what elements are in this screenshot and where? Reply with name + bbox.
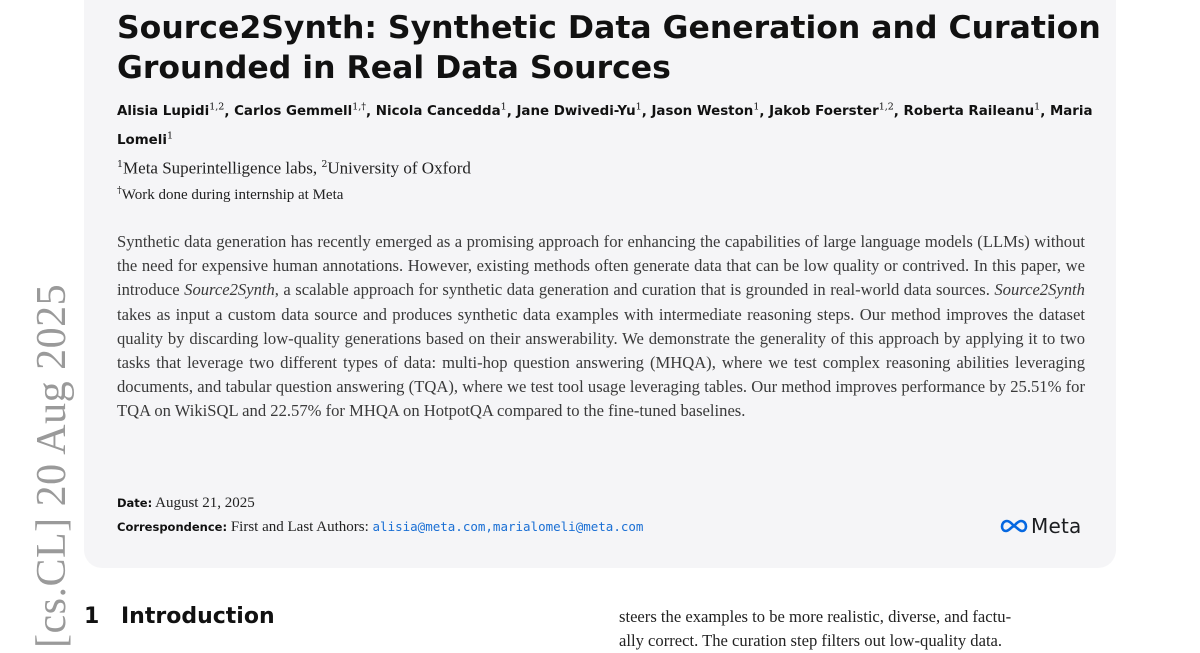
- date-row: [117, 492, 1017, 515]
- author: Maria Lomeli$^1$: [117, 104, 1093, 148]
- author: Jason Weston$^1$: [651, 102, 760, 120]
- author: Jakob Foerster$^{1,2}$: [769, 102, 894, 120]
- method-name: Source2Synth: [994, 280, 1085, 300]
- author: Roberta Raileanu$^1$: [903, 102, 1041, 120]
- correspondence-label: Correspondence:: [117, 520, 228, 534]
- method-name: Source2Synth: [184, 280, 275, 300]
- correspondence-email-link[interactable]: alisia@meta.com,marialomeli@meta.com: [372, 519, 644, 534]
- abstract: Synthetic data generation has recently emerged as a promising approach for enhancing the capabilities of large language models (LLMs) without the need for expensive human annotations. However, existing methods often generate data that can be low quality or contrived. In this paper, we introduce Source2Synth, a scalable approach for synthetic data generation and curation that is grounded in real-world data sources. Source2Synth takes as input a custom data source and produces synthetic data examples with intermediate reasoning steps. Our method improves the dataset quality by discarding low-quality generations based on their answerability. We demonstrate the generality of this approach by applying it to two tasks that leverage two different types of data: multi-hop question answering (MHQA), where we test complex reasoning abilities leveraging documents, and tabular question answering (TQA), where we test tool usage leveraging tables. Our method improves performance by 25.51% for TQA on WikiSQL and 22.57% for MHQA on HotpotQA compared to the fine-tuned baselines.: [117, 232, 1085, 421]
- title-line-2: Grounded in Real Data Sources: [117, 50, 671, 86]
- paper-title: [117, 8, 1107, 88]
- author-list: Alisia Lupidi$^{1,2}$, Carlos Gemmell$^{1,\dagger}$, Nicola Cancedda$^1$, Jane Dwivedi-Yu$^1$, Jason Weston$^1$, Jakob Foerster$^{1,2}$, Roberta Raileanu$^1$, Maria Lomeli$^1$: [117, 102, 1093, 148]
- author: Nicola Cancedda$^1$: [375, 102, 507, 120]
- meta-infinity-icon: [1000, 518, 1028, 534]
- meta-logo-text: Meta: [1031, 514, 1082, 538]
- correspondence-row: [117, 515, 1017, 539]
- date-value: August 21, 2025: [155, 495, 255, 511]
- paper-metadata: [117, 492, 1017, 539]
- text-line: ally correct. The curation step filters out low-quality data.: [619, 631, 1003, 650]
- meta-logo: [1000, 514, 1081, 538]
- author: Jane Dwivedi-Yu$^1$: [516, 102, 642, 120]
- text-line: steers the examples to be more realistic, diverse, and factu-: [619, 607, 1012, 626]
- author: Carlos Gemmell$^{1,\dagger}$: [234, 102, 367, 120]
- affiliation-line: $^1$Meta Superintelligence labs, $^2$University of Oxford: [117, 158, 471, 178]
- section-number: 1: [84, 604, 100, 629]
- author: Alisia Lupidi$^{1,2}$: [117, 102, 225, 120]
- footnote-line: †Work done during internship at Meta: [117, 184, 344, 203]
- date-label: Date:: [117, 496, 153, 510]
- title-line-1: Source2Synth: Synthetic Data Generation and Curation: [117, 10, 1101, 46]
- arxiv-watermark: [cs.CL] 20 Aug 2025: [29, 283, 75, 648]
- correspondence-text: First and Last Authors:: [230, 519, 369, 535]
- right-column-text: [619, 605, 1089, 653]
- section-title: Introduction: [121, 604, 275, 629]
- affiliations: [117, 154, 1017, 206]
